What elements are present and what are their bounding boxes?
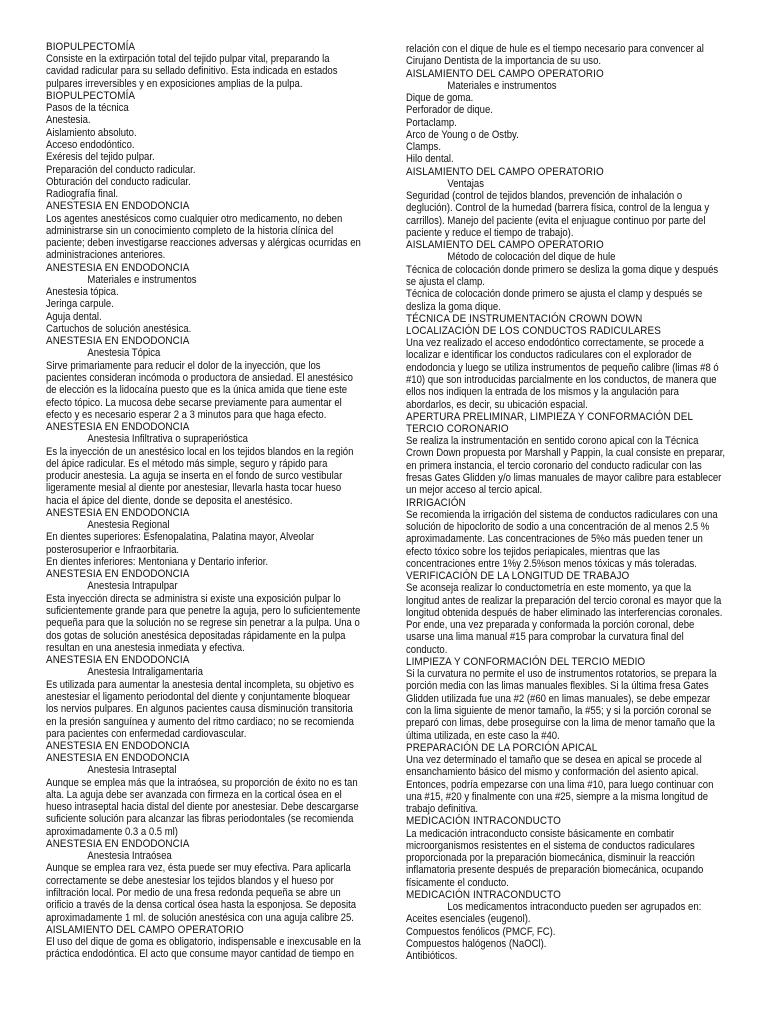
section-heading: ANESTESIA EN ENDODONCIA (46, 740, 190, 753)
paragraph: Técnica de colocación donde primero se ajusta el clamp y después se desliza la goma dique. (406, 288, 703, 313)
list-item: Aceites esenciales (eugenol). (406, 913, 531, 926)
list-item: Hilo dental. (406, 153, 454, 166)
list-item: Aislamiento absoluto. (46, 126, 137, 139)
paragraph: Si la curvatura no permite el uso de instrumentos rotatorios, se prepara la porción media con las limas manuales flexibles. Si la última fresa Gates Glidden utilizada fue una #2 (#60 en limas manuales), se debe empezar con la lima siguiente de menor tamaño, la #55; y si la porción coronal se preparó con limas, debe proseguirse con la lima de menor tamaño que la última utilizada, en este caso la #40. (406, 668, 717, 742)
list-item: Jeringa carpule. (46, 298, 114, 311)
left-column (46, 41, 363, 961)
paragraph: Se recomienda la irrigación del sistema de conductos radiculares con una solución de hipoclorito de sodio a una concentración de al menos 2.5 % aproximadamente. Las concentraciones de 5%o más pueden tener un efecto tóxico sobre los tejidos periapicales, mientras que las concentraciones entre 1%y 2.5%son menos tóxicas y más toleradas. (406, 508, 718, 570)
section-heading: ANESTESIA EN ENDODONCIA (46, 838, 190, 851)
section-heading: ANESTESIA EN ENDODONCIA (46, 200, 190, 213)
list-item: Perforador de dique. (406, 104, 493, 117)
section-heading: AISLAMIENTO DEL CAMPO OPERATORIO (46, 923, 244, 936)
list-item: Pasos de la técnica (46, 102, 129, 115)
list-item: Clamps. (406, 141, 441, 154)
section-heading: APERTURA PRELIMINAR, LIMPIEZA Y CONFORMACIÓN DEL TERCIO CORONARIO (406, 410, 693, 435)
list-item: Compuestos halógenos (NaOCl). (406, 938, 547, 951)
section-subheading: Anestesia Infiltrativa o supraperióstica (87, 433, 248, 446)
section-heading: AISLAMIENTO DEL CAMPO OPERATORIO (406, 165, 604, 178)
list-item: Portaclamp. (406, 116, 457, 129)
section-heading: LOCALIZACIÓN DE LOS CONDUCTOS RADICULARES (406, 325, 661, 338)
section-heading: ANESTESIA EN ENDODONCIA (46, 568, 190, 581)
section-heading: ANESTESIA EN ENDODONCIA (46, 654, 190, 667)
section-subheading: Anestesia Regional (87, 519, 170, 532)
section-subheading: Anestesia Intrapulpar (87, 580, 178, 593)
paragraph: Los agentes anestésicos como cualquier otro medicamento, no deben administrarse sin un conocimiento completo de la historia clínica del paciente; deben investigarse reacciones adversas y alérgicas ocurridas en administraciones anteriores. (46, 212, 361, 262)
paragraph: Seguridad (control de tejidos blandos, prevención de inhalación o deglución). Control de la humedad (barrera física, control de la lengua y carrillos). Manejo del paciente (evita el enjuague continuo por parte del paciente y reduce el tiempo de trabajo). (406, 190, 710, 240)
section-subheading: Anestesia Tópica (87, 347, 161, 360)
section-subheading: Anestesia Intraligamentaria (87, 666, 203, 679)
section-subheading: Materiales e instrumentos (87, 273, 197, 286)
paragraph: En dientes superiores: Esfenopalatina, Palatina mayor, Alveolar posterosuperior e Infraorbitaria. (46, 531, 315, 556)
paragraph: La medicación intraconducto consiste básicamente en combatir microorganismos resistentes en el sistema de conductos radiculares proporcionada por la preparación biomecánica, disminuir la reacción inflamatoria presente después de preparación biomecánica, ocupando físicamente el conducto. (406, 827, 704, 889)
section-subheading: Materiales e instrumentos (447, 79, 557, 92)
section-heading: ANESTESIA EN ENDODONCIA (46, 752, 190, 765)
paragraph: Esta inyección directa se administra si existe una exposición pulpar lo suficientemente grande para que penetre la aguja, pero lo suficientemente pequeña para que la solución no se regrese sin penetrar a la pulpa. Una o dos gotas de solución anestésica depositadas rápidamente en la pulpa resultan en una anestesia inmediata y efectiva. (46, 592, 361, 654)
list-item: Preparación del conducto radicular. (46, 163, 196, 176)
section-subheading: Anestesia Intraósea (87, 850, 172, 863)
section-heading: LIMPIEZA Y CONFORMACIÓN DEL TERCIO MEDIO (406, 656, 646, 669)
paragraph: Técnica de colocación donde primero se desliza la goma dique y después se ajusta el clamp. (406, 263, 719, 289)
paragraph: Es utilizada para aumentar la anestesia dental incompleta, su objetivo es anestesiar el ligamento periodontal del diente y conjuntamente bloquear los nervios pulpares. En algunos pacientes causa disminución transitoria en la presión sanguínea y aumento del ritmo cardiaco; no se recomienda para pacientes con enfermedad cardiovascular. (46, 678, 354, 740)
section-subheading: Anestesia Intraseptal (87, 764, 177, 777)
paragraph: Es la inyección de un anestésico local en los tejidos blandos en la región del ápice radicular. Es el método más simple, seguro y rápido para producir anestesia. La aguja se inserta en el fondo de surco vestibular ligeramente mesial al diente por anestesiar, llevarla hasta tocar hueso hacia el ápice del diente, donde se deposita el anestésico. (46, 445, 354, 507)
list-item: Dique de goma. (406, 91, 474, 104)
paragraph: Aunque se emplea rara vez, ésta puede ser muy efectiva. Para aplicarla correctamente se debe anestesiar los tejidos blandos y el hueso por infiltración local. Por medio de una fresa redonda pequeña se abre un orificio a través de la densa cortical ósea hasta la esponjosa. Se deposita aproximadamente 1 ml. de solución anestésica con una aguja calibre 25. (46, 862, 357, 924)
section-heading: AISLAMIENTO DEL CAMPO OPERATORIO (406, 67, 604, 80)
list-item: Antibióticos. (406, 950, 458, 963)
section-heading: ANESTESIA EN ENDODONCIA (46, 507, 190, 520)
section-heading: MEDICACIÓN INTRACONDUCTO (406, 889, 561, 902)
section-heading: ANESTESIA EN ENDODONCIA (46, 421, 190, 434)
section-subheading: Los medicamentos intraconducto pueden ser agrupados en: (447, 901, 702, 914)
section-heading: ANESTESIA EN ENDODONCIA (46, 261, 190, 274)
paragraph: Aunque se emplea más que la intraósea, su proporción de éxito no es tan alta. La aguja debe ser avanzada con firmeza en la cortical ósea en el hueso intraseptal hacia distal del diente por anestesiar. Debe descargarse suficiente solución para alcanzar las fibras periodontales (se recomienda aproximadamente 0.3 a 0.5 ml) (46, 776, 359, 838)
paragraph: Se aconseja realizar lo conductometría en este momento, ya que la longitud antes de realizar la preparación del tercio coronal es mayor que la longitud obtenida después de haber eliminado las interferencias coronales. Por ende, una vez preparada y conformada la porción coronal, debe usarse una lima manual #15 para comprobar la curvatura final del conducto. (406, 582, 723, 656)
list-item: Anestesia. (46, 114, 91, 127)
list-item: Compuestos fenólicos (PMCF, FC). (406, 925, 556, 938)
paragraph: Consiste en la extirpación total del tejido pulpar vital, preparando la cavidad radicular para su sellado definitivo. Esta indicada en estados pulpares irreversibles y en exposiciones amplias de la pulpa. (46, 53, 338, 90)
list-item: Acceso endodóntico. (46, 138, 135, 151)
paragraph: Una vez determinado el tamaño que se desea en apical se procede al ensanchamiento básico del mismo y conformación del asiento apical. Entonces, podría empezarse con una lima #10, para luego continuar con una #15, #20 y finalmente con una #25, siempre a la misma longitud de trabajo definitiva. (406, 753, 714, 816)
paragraph: Se realiza la instrumentación en sentido corono apical con la Técnica Crown Down propuesta por Marshall y Pappin, la cual consiste en preparar, en primera instancia, el tercio coronario del conducto radicular con las fresas Gates Glidden y/o limas manuales de mayor calibre para establecer un mejor acceso al tercio apical. (406, 435, 726, 497)
section-heading: IRRIGACIÓN (406, 496, 466, 509)
section-subheading: Ventajas (447, 177, 484, 190)
section-heading: MEDICACIÓN INTRACONDUCTO (406, 815, 561, 828)
section-subheading: Método de colocación del dique de hule (447, 251, 616, 264)
section-heading: AISLAMIENTO DEL CAMPO OPERATORIO (406, 239, 604, 252)
paragraph: Sirve primariamente para reducir el dolor de la inyección, que los pacientes consideran incómoda o productora de ansiedad. El anestésico de elección es la lidocaína puesto que es la única amida que tiene este efecto tópico. La mucosa debe secarse previamente para aumentar el efecto y es necesario esperar 2 a 3 minutos para que haga efecto. (46, 359, 353, 421)
right-column (406, 43, 726, 963)
paragraph: En dientes inferiores: Mentoniana y Dentario inferior. (46, 556, 269, 569)
section-heading: TÉCNICA DE INSTRUMENTACIÓN CROWN DOWN (406, 312, 643, 325)
list-item: Arco de Young o de Ostby. (406, 128, 519, 141)
paragraph: relación con el dique de hule es el tiempo necesario para convencer al Cirujano Dentista de la importancia de su uso. (406, 43, 704, 68)
section-heading: ANESTESIA EN ENDODONCIA (46, 335, 190, 348)
list-item: Anestesia tópica. (46, 286, 119, 299)
list-item: Aguja dental. (46, 310, 102, 323)
section-heading: BIOPULPECTOMÍA (46, 89, 136, 102)
list-item: Obturación del conducto radicular. (46, 175, 191, 188)
list-item: Exéresis del tejido pulpar. (46, 151, 155, 164)
section-heading: VERIFICACIÓN DE LA LONGITUD DE TRABAJO (406, 570, 630, 583)
section-heading: BIOPULPECTOMÍA (46, 41, 136, 53)
paragraph: El uso del dique de goma es obligatorio, indispensable e inexcusable en la práctica endodóntica. El acto que consume mayor cantidad de tiempo en (46, 936, 361, 961)
paragraph: Una vez realizado el acceso endodóntico correctamente, se procede a localizar e identificar los conductos radiculares con el explorador de endodoncia y luego se utiliza instrumentos de pequeño calibre (limas #8 ó #10) que son introducidas parcialmente en los conductos, de manera que ellos nos indiquen la entrada de los mismos y la angulación para abordarlos, es decir, su ubicación espacial. (406, 337, 719, 411)
list-item: Cartuchos de solución anestésica. (46, 323, 192, 336)
section-heading: PREPARACIÓN DE LA PORCIÓN APICAL (406, 741, 598, 754)
list-item: Radiografía final. (46, 188, 119, 201)
